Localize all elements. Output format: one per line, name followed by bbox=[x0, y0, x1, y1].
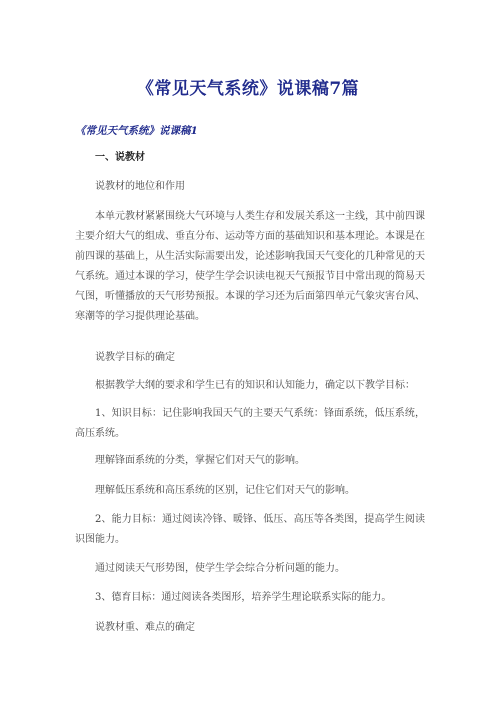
subheading-key-difficult-points: 说教材重、难点的确定 bbox=[95, 622, 195, 633]
heading-shuo-jiaocai: 一、说教材 bbox=[95, 152, 145, 163]
subheading-teaching-goals: 说教学目标的确定 bbox=[95, 352, 175, 363]
paragraph-unit-overview: 本单元教材紧紧围绕大气环境与人类生存和发展关系这一主线，其中前四课主要介绍大气的组成、垂直分布、运动等方面的基础知识和基本理论。本课是在前四课的基础上，从生活实际需要出发，论述影响我国天气变化的几种常见的天气系统。通过本课的学习，使学生学会识读电视天气预报节目中常出现的简易天气图，听懂播放的天气形势预报。本课的学习还为后面第四单元气象灾害台风、寒潮等的学习提供理论基础。 bbox=[75, 211, 425, 322]
paragraph-moral-goal: 3、德育目标：通过阅读各类图形，培养学生理论联系实际的能力。 bbox=[95, 592, 392, 603]
section-title: 《常见天气系统》说课稿1 bbox=[75, 125, 198, 137]
paragraph-goals-intro: 根据教学大纲的要求和学生已有的知识和认知能力，确定以下教学目标： bbox=[95, 380, 415, 391]
document-title: 《常见天气系统》说课稿7篇 bbox=[136, 79, 360, 99]
subheading-status-role: 说教材的地位和作用 bbox=[95, 181, 185, 192]
paragraph-analysis-ability: 通过阅读天气形势图，使学生学会综合分析问题的能力。 bbox=[95, 563, 345, 574]
paragraph-pressure-systems: 理解低压系统和高压系统的区别，记住它们对天气的影响。 bbox=[95, 485, 355, 496]
paragraph-knowledge-goal: 1、知识目标：记住影响我国天气的主要天气系统：锋面系统，低压系统，高压系统。 bbox=[75, 408, 425, 439]
paragraph-front-systems: 理解锋面系统的分类，掌握它们对天气的影响。 bbox=[95, 455, 305, 466]
paragraph-ability-goal: 2、能力目标：通过阅读冷锋、暖锋、低压、高压等各类图，提高学生阅读识图能力。 bbox=[75, 514, 425, 545]
